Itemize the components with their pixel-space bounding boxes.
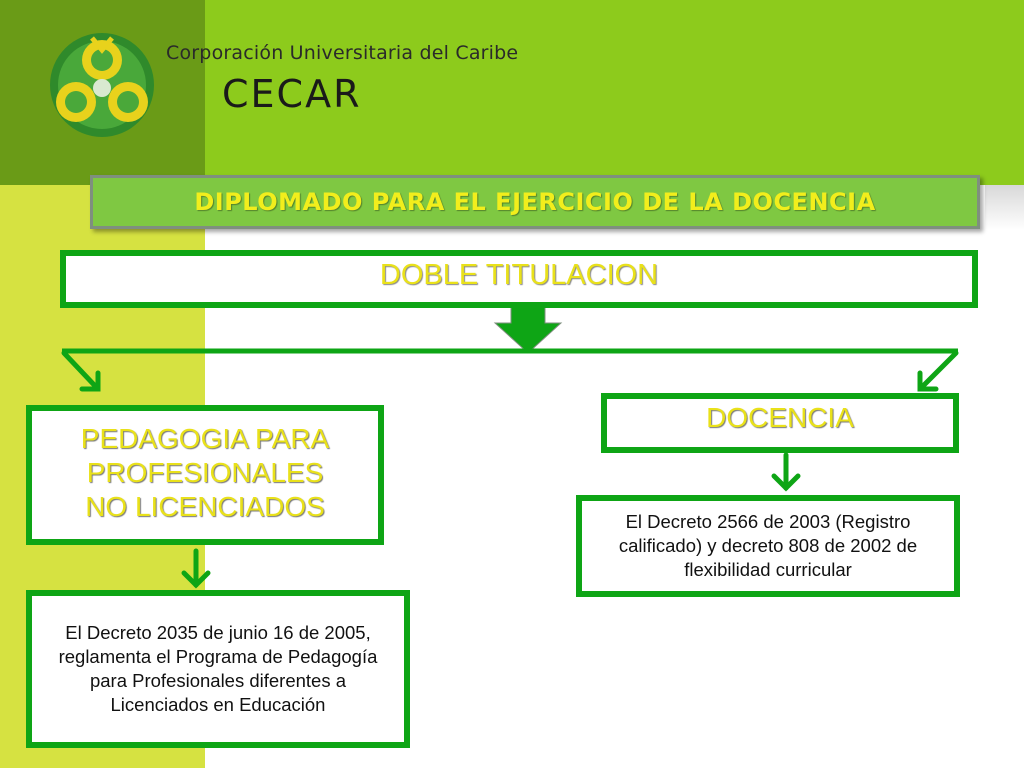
organization-short-name: CECAR	[222, 72, 362, 116]
title-banner	[90, 175, 980, 229]
branch-node-pedagogia	[26, 405, 384, 545]
root-node	[60, 250, 978, 308]
pedagogia-description-box	[26, 590, 410, 748]
label-line: PROFESIONALES	[86, 457, 324, 488]
branch-node-pedagogia-label	[81, 422, 329, 524]
root-node-label: DOBLE TITULACION	[379, 258, 659, 291]
root-down-arrow	[495, 306, 561, 353]
organization-name: Corporación Universitaria del Caribe	[166, 42, 519, 64]
docencia-description-box	[576, 495, 960, 597]
label-line: PEDAGOGIA PARA	[80, 423, 330, 454]
right-shadow-strip	[985, 185, 1024, 230]
docencia-description: El Decreto 2566 de 2003 (Registro calificado) y decreto 808 de 2002 de flexibilidad curricular	[618, 511, 918, 580]
right-down-arrow	[774, 455, 798, 488]
branch-node-docencia-label: DOCENCIA	[706, 402, 854, 433]
branch-node-docencia	[601, 393, 959, 453]
pedagogia-description: El Decreto 2035 de junio 16 de 2005, reglamenta el Programa de Pedagogía para Profesionales diferentes a Licenciados en Educación	[58, 622, 378, 715]
label-line: NO LICENCIADOS	[85, 491, 325, 522]
page-title: DIPLOMADO PARA EL EJERCICIO DE LA DOCENCIA	[194, 188, 876, 216]
cecar-logo-icon	[48, 30, 156, 140]
right-branch-arrow	[920, 353, 956, 389]
